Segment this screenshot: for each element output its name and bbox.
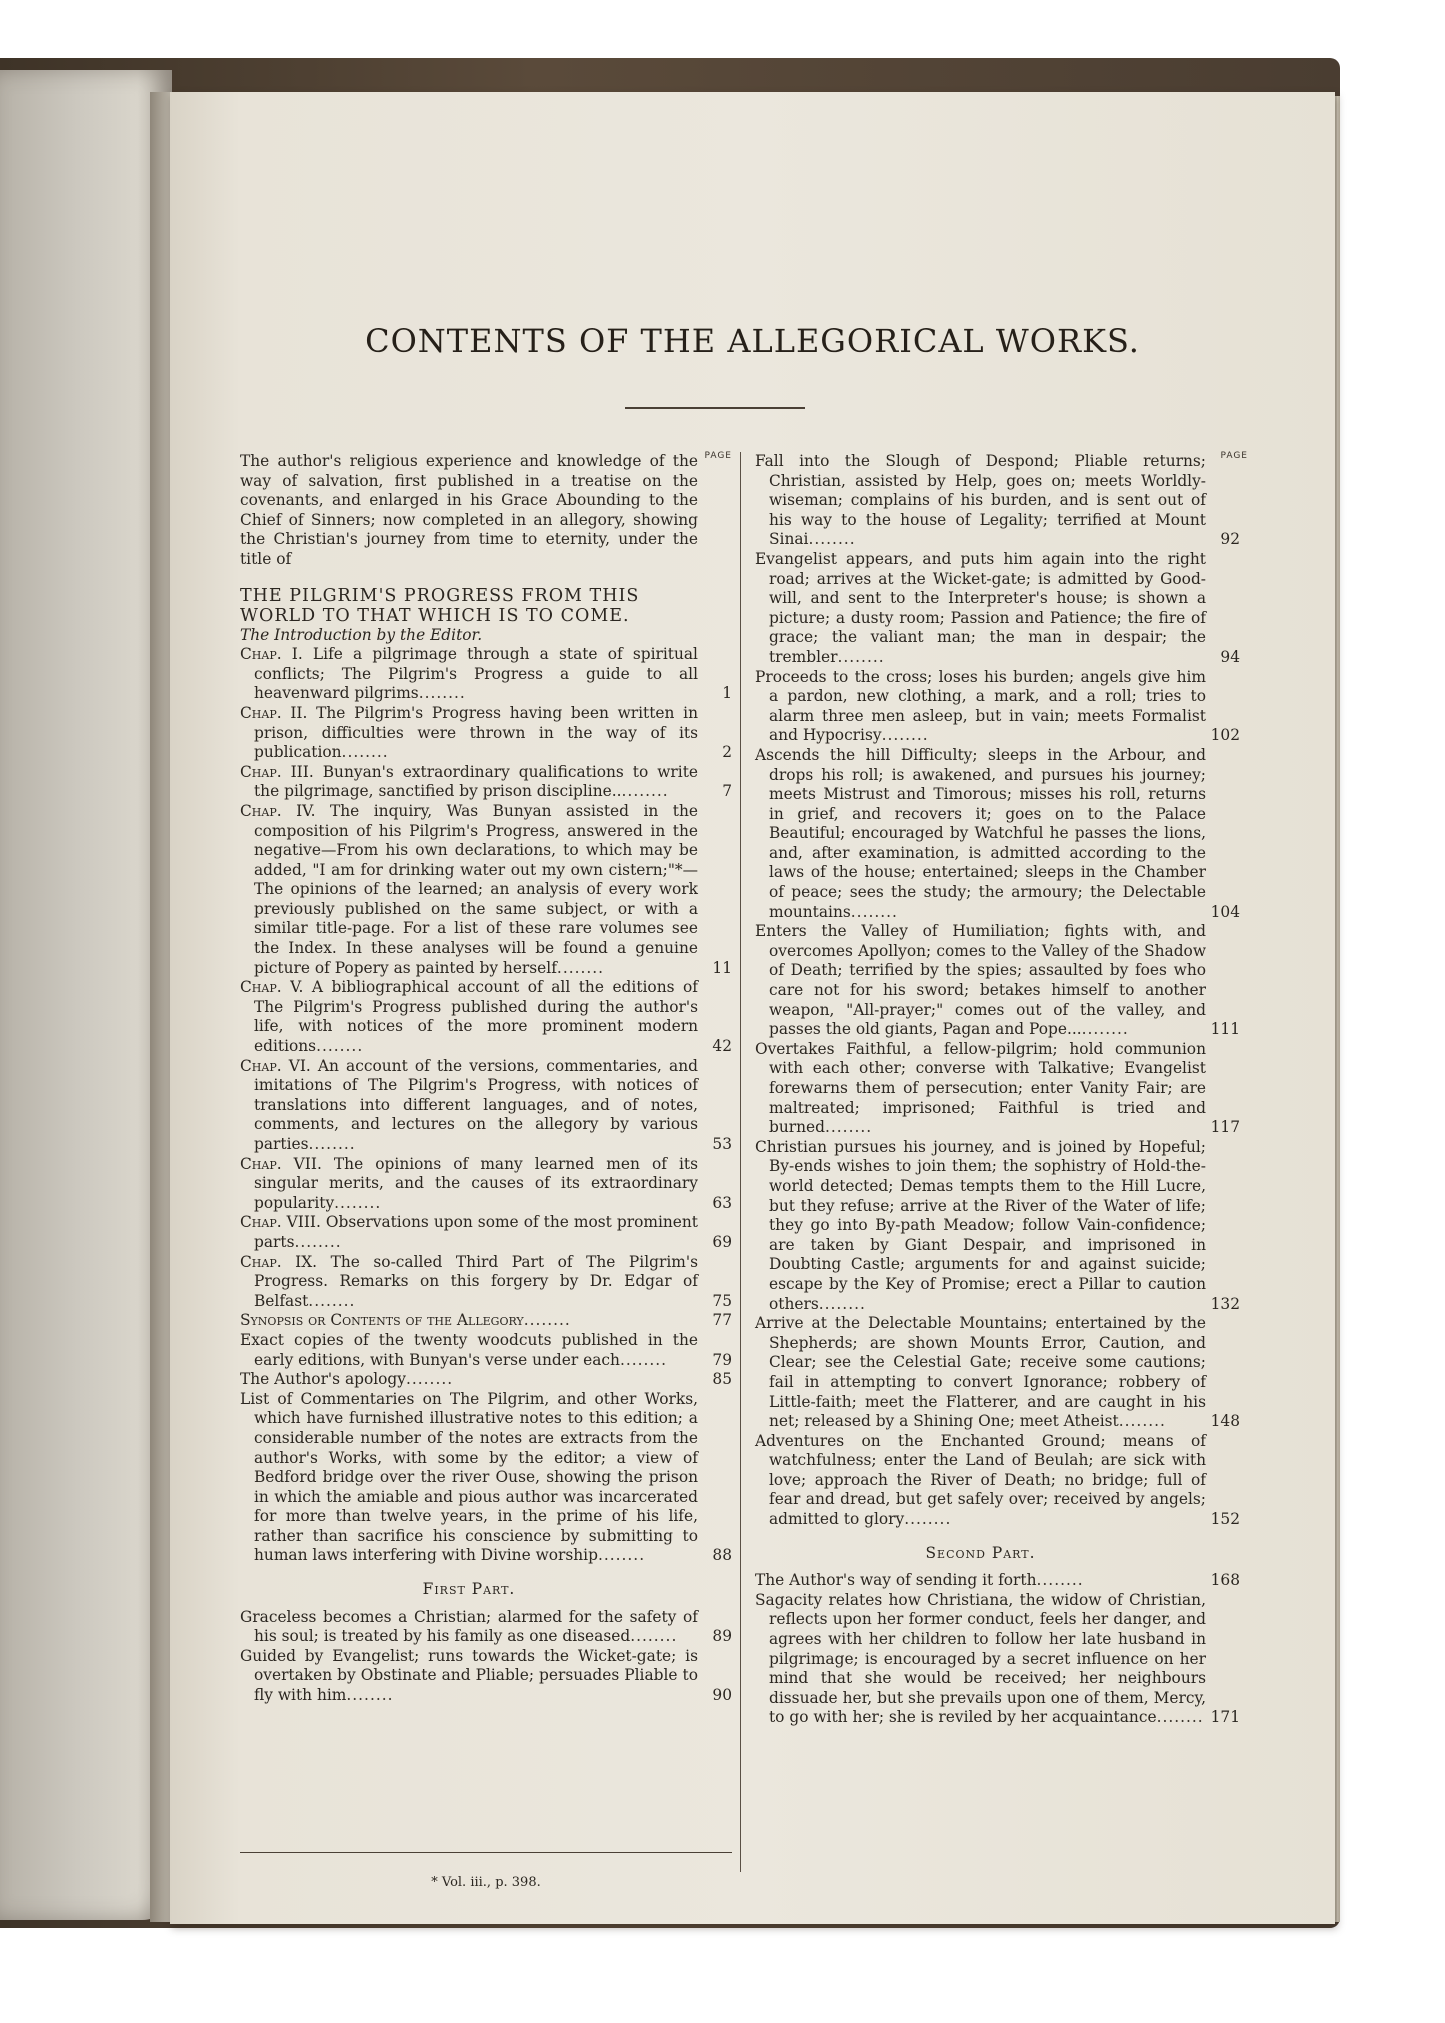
toc-entry [755, 452, 1240, 550]
entry-text: Sagacity relates how Christiana, the widow of Christian, reflects upon her former conduct, feels her danger, and agrees with her children to follow her late husband in pilgrimage; is encouraged by a secret influence on her mind that she would be received; her neighbours dissuade her, but she prevails upon one of them, Mercy, to go with her; she is reviled by her acquaintance [755, 1590, 1206, 1727]
leader-dots: ........ [619, 1350, 668, 1369]
page-number: 85 [712, 1370, 732, 1389]
entry-text: Overtakes Faithful, a fellow-pilgrim; hold communion with each other; converse with Talkative; Evangelist forewarns them of persecution; enter Vanity Fair; are maltreated; imprisoned; Faithful is tried and burned [755, 1039, 1206, 1137]
page-number: 2 [722, 743, 732, 762]
leader-dots: ........ [523, 1311, 571, 1330]
entry-text: Proceeds to the cross; loses his burden; angels give him a pardon, new clothing, a mark, and a roll; tries to alarm three men asleep, but in vain; meets Formalist and Hypocrisy [755, 667, 1206, 745]
toc-entry [240, 1370, 732, 1390]
toc-entry [755, 746, 1240, 922]
entry-text: Adventures on the Enchanted Ground; means of watchfulness; enter the Land of Beulah; are sick with love; approach the River of Death; no bridge; full of fear and dread, but get safely over; received by angels; admitted to glory [755, 1431, 1206, 1529]
page-number: 90 [712, 1686, 732, 1705]
page-number: 69 [712, 1232, 732, 1251]
toc-entry [240, 645, 732, 704]
work-title: THE PILGRIM'S PROGRESS FROM THIS WORLD TO THAT WHICH IS TO COME. [240, 585, 640, 626]
entry-text: Exact copies of the twenty woodcuts published in the early editions, with Bunyan's verse under each [240, 1330, 698, 1369]
chapter-label: Chap. IX. [240, 1252, 318, 1271]
entry-text: Bunyan's extraordinary qualifications to write the pilgrimage, sanctified by prison discipline.. [254, 762, 698, 801]
leader-dots: ........ [1156, 1708, 1204, 1727]
leader-dots: ........ [1118, 1412, 1166, 1431]
chapter-label: Chap. I. [240, 645, 303, 664]
entry-text: Graceless becomes a Christian; alarmed for the safety of his soul; is treated by his family as one diseased [240, 1607, 698, 1646]
title-rule [625, 407, 805, 409]
leader-dots: ........ [825, 1118, 873, 1137]
first-part-heading: First Part. [422, 1580, 516, 1599]
page-number: 111 [1210, 1020, 1240, 1039]
page-title: CONTENTS OF THE ALLEGORICAL WORKS. [365, 322, 1140, 360]
page-number: 75 [712, 1291, 732, 1310]
toc-entry [240, 1311, 732, 1331]
page-number: 104 [1210, 902, 1240, 921]
toc-entry [240, 802, 732, 978]
toc-entry [240, 1647, 732, 1706]
leader-dots: ........ [334, 1193, 382, 1212]
toc-entry [240, 1608, 732, 1647]
chapter-label: Chap. VIII. [240, 1213, 321, 1232]
toc-entry [755, 668, 1240, 746]
leader-dots: ........ [630, 1627, 678, 1646]
footnote-rule [240, 1852, 732, 1853]
leader-dots: ........ [818, 1294, 866, 1313]
entry-text: Evangelist appears, and puts him again into the right road; arrives at the Wicket-gate; is admitted by Good-will, and sent to the Interpreter's house; is shown a picture; a dusty room; Passion and Patience; the fire of grace; the valiant man; the man in despair; the trembler [755, 549, 1206, 666]
toc-entry [240, 1331, 732, 1370]
page-number: 92 [1220, 530, 1240, 549]
footnote: * Vol. iii., p. 398. [431, 1875, 541, 1890]
toc-entry [240, 978, 732, 1056]
entry-text: Ascends the hill Difficulty; sleeps in the Arbour, and drops his roll; is awakened, and pursues his journey; meets Mistrust and Timorous; misses his roll, returns in grief, and recovers it; goes on to the Palace Beautiful; encouraged by Watchful he passes the lions, and, after examination, is admitted according to the laws of the house; entertained; sleeps in the Chamber of peace; sees the study; the armoury; the Delectable mountains [755, 745, 1206, 921]
page-number: 63 [712, 1193, 732, 1212]
toc-entry [755, 1591, 1240, 1728]
contents-page [170, 92, 1335, 1924]
leader-dots: ........ [316, 1037, 364, 1056]
toc-entry [755, 1571, 1240, 1591]
page-number: 171 [1210, 1708, 1240, 1727]
leader-dots: ........ [346, 1686, 394, 1705]
toc-entry [240, 763, 732, 802]
leader-dots: ........ [597, 1546, 646, 1565]
toc-entry [755, 922, 1240, 1040]
leader-dots: ........ [294, 1232, 342, 1251]
intro-paragraph: The author's religious experience and knowledge of the way of salvation, first published in a treatise on the covenants, and enlarged in his Grace Abounding to the Chief of Sinners; now completed in an allegory, showing the Christian's journey from time to eternity, under the title of [240, 452, 698, 568]
entry-text: Observations upon some of the most prominent parts [254, 1213, 698, 1251]
page-number: 77 [712, 1311, 732, 1330]
page-number: 148 [1210, 1412, 1240, 1431]
leader-dots: ........ [341, 743, 389, 762]
leader-dots: ........ [621, 782, 669, 801]
chapter-label: Chap. IV. [240, 801, 316, 820]
chapter-label: Chap. VII. [240, 1154, 322, 1173]
toc-entry [240, 1390, 732, 1566]
toc-entry [755, 1314, 1240, 1432]
leader-dots: ........ [1081, 1020, 1129, 1039]
leader-dots: ........ [556, 958, 605, 977]
leader-dots: ........ [837, 647, 885, 666]
leader-dots: ........ [808, 530, 856, 549]
page-number: 152 [1210, 1510, 1240, 1529]
leader-dots: ........ [405, 1370, 454, 1389]
toc-entry [240, 1213, 732, 1252]
leader-dots: ........ [1036, 1571, 1084, 1590]
toc-entry [755, 1432, 1240, 1530]
toc-entry [240, 1057, 732, 1155]
page-column-label: PAGE [704, 451, 732, 461]
page-number: 53 [712, 1135, 732, 1153]
chapter-label: Chap. V. [240, 978, 304, 997]
leader-dots: ........ [904, 1510, 952, 1529]
right-entries-list [755, 452, 1240, 1530]
left-entries-list [240, 645, 732, 1566]
entry-text: Arrive at the Delectable Mountains; entertained by the Shepherds; are shown Mounts Error, Caution, and Clear; see the Celestial Gate; receive some cautions; fail in attempting to convert Ignorance; robbery of Little-faith; meet the Flatterer, and are caught in his net; released by a Shining One; meet Atheist [755, 1314, 1206, 1431]
page-number: 168 [1210, 1571, 1240, 1590]
chapter-label: Chap. III. [240, 762, 314, 781]
toc-entry [240, 1253, 732, 1312]
entry-text: Fall into the Slough of Despond; Pliable returns; Christian, assisted by Help, goes on; meets Worldly-wiseman; complains of his burden, and is sent out of his way to the house of Legality; terrified at Mount Sinai [755, 452, 1206, 549]
entry-text: An account of the versions, commentaries, and imitations of The Pilgrim's Progress, with notices of translations into different languages, and of notes, comments, and lectures on the allegory by various parties [254, 1056, 698, 1153]
toc-entry [755, 1040, 1240, 1138]
left-column [240, 452, 732, 1706]
page-number: 11 [712, 958, 732, 977]
leader-dots: ........ [308, 1291, 356, 1310]
page-number: 102 [1210, 726, 1240, 745]
entry-text: Enters the Valley of Humiliation; fights with, and overcomes Apollyon; comes to the Valley of the Shadow of Death; terrified by the spies; assaulted by foes who care not for his sword; betakes himself to another weapon, "All-prayer;" comes out of the valley, and passes the old giants, Pagan and Pope... [755, 922, 1206, 1039]
chapter-label: Synopsis or Contents of the Allegory [240, 1311, 524, 1330]
entry-text: The opinions of many learned men of its singular merits, and the causes of its extraordinary popularity [254, 1154, 698, 1212]
column-divider [740, 452, 741, 1872]
entry-text: The Pilgrim's Progress having been written in prison, difficulties were thrown in the way of its publication [254, 703, 698, 762]
page-number: 132 [1210, 1294, 1240, 1313]
leader-dots: ........ [418, 684, 466, 703]
page-number: 94 [1220, 647, 1240, 666]
page-number: 1 [722, 684, 732, 703]
entry-text: Christian pursues his journey, and is joined by Hopeful; By-ends wishes to join them; the sophistry of Hold-the-world detected; Demas tempts them to the Hill Lucre, but they refuse; arrive at the River of the Water of life; they go into By-path Meadow; follow Vain-confidence; are taken by Giant Despair, and imprisoned in Doubting Castle; arguments for and against suicide; escape by the Key of Promise; erect a Pillar to caution others [755, 1137, 1206, 1313]
page-column-label-right: PAGE [1220, 451, 1248, 461]
entry-text: Life a pilgrimage through a state of spiritual conflicts; The Pilgrim's Progress a guide to all heavenward pilgrims [254, 645, 698, 703]
entry-text: The Author's way of sending it forth [755, 1571, 1037, 1590]
introduction-line: The Introduction by the Editor. [240, 625, 483, 644]
entry-text: A bibliographical account of all the editions of The Pilgrim's Progress published during the author's life, with notices of the more prominent modern editions [254, 978, 698, 1056]
entry-text: List of Commentaries on The Pilgrim, and other Works, which have furnished illustrative notes to this edition; a considerable number of the notes are extracts from the author's Works, with some by the editor; a view of Bedford bridge over the river Ouse, showing the prison in which the amiable and pious author was incarcerated for more than twelve years, in the prime of his life, rather than sacrifice his conscience by submitting to human laws interfering with Divine worship [240, 1389, 698, 1565]
entry-text: The Author's apology [240, 1370, 406, 1389]
leader-dots: ........ [881, 726, 929, 745]
second-part-list [755, 1571, 1240, 1728]
entry-text: Guided by Evangelist; runs towards the Wicket-gate; is overtaken by Obstinate and Pliable; persuades Pliable to fly with him [240, 1646, 698, 1705]
left-page [0, 70, 172, 1920]
toc-entry [755, 1138, 1240, 1314]
page-number: 117 [1210, 1118, 1240, 1137]
page-number: 42 [712, 1037, 732, 1056]
page-number: 79 [712, 1350, 732, 1369]
page-number: 89 [712, 1627, 732, 1646]
first-part-list [240, 1608, 732, 1706]
leader-dots: ........ [850, 902, 898, 921]
entry-text: The inquiry, Was Bunyan assisted in the composition of his Pilgrim's Progress, answered in the negative—From his own declarations, to which may be added, "I am for drinking water out my own cistern;"*—The opinions of the learned; an analysis of every work previously published on the same subject, or with a similar title-page. For a list of these rare volumes see the Index. In these analyses will be found a genuine picture of Popery as painted by herself [254, 801, 698, 977]
chapter-label: Chap. II. [240, 703, 308, 722]
second-part-heading: Second Part. [925, 1543, 1036, 1562]
page-number: 7 [722, 782, 732, 801]
toc-entry [755, 550, 1240, 668]
leader-dots: ........ [308, 1135, 356, 1153]
toc-entry [240, 1155, 732, 1214]
chapter-label: Chap. VI. [240, 1056, 311, 1075]
toc-entry [240, 704, 732, 763]
entry-text: The so-called Third Part of The Pilgrim's Progress. Remarks on this forgery by Dr. Edgar of Belfast [254, 1252, 698, 1310]
page-number: 88 [712, 1546, 732, 1565]
right-column [755, 451, 1248, 1728]
